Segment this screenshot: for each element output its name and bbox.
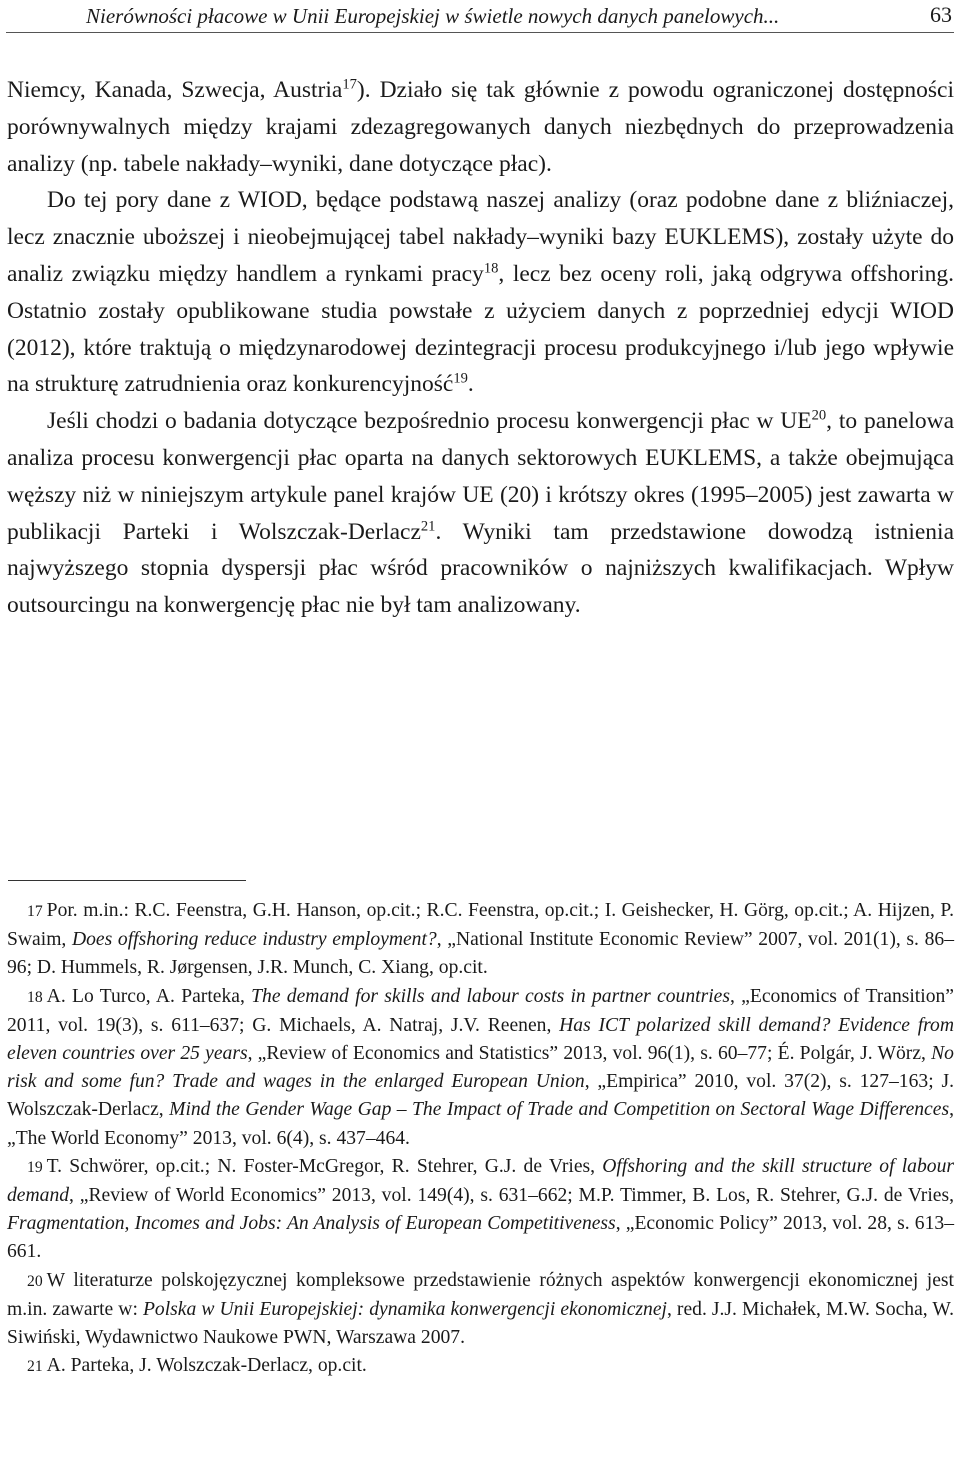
footnotes	[7, 897, 954, 1381]
footnote-number: 21	[27, 1358, 43, 1376]
text-span: T. Schwörer, op.cit.; N. Foster-McGregor, R. Stehrer, G.J. de Vries,	[46, 1155, 603, 1177]
text-span: , „Economic Policy” 2013, vol. 28, s. 613–661.	[7, 1213, 954, 1263]
text-span: A. Parteka, J. Wolszczak-Derlacz, op.cit.	[46, 1355, 367, 1377]
paragraph-1	[7, 72, 954, 182]
main-text	[7, 72, 954, 624]
work-title: Polska w Unii Europejskiej: dynamika konwergencji ekonomicznej	[142, 1298, 667, 1320]
text-span: . Wyniki tam przedstawione dowodzą istnienia najwyższego stopnia dyspersji płac wśród pracowników o najniższych kwalifikacjach. Wpływ outsourcingu na konwergencję płac nie był tam analizowany.	[7, 518, 954, 619]
footnote-number: 18	[27, 988, 43, 1006]
text-span: , „National Institute Economic Review” 2007, vol. 201(1), s. 86–96; D. Hummels, R. Jørgensen, J.R. Munch, C. Xiang, op.cit.	[7, 929, 954, 979]
text-span: Do tej pory dane z WIOD, będące podstawą naszej analizy (oraz podobne dane z bliźniaczej, lecz znacznie uboższej i nieobejmującej tabel nakłady–wyniki bazy EUKLEMS), zostały użyte do analiz związku między handlem a rynkami pracy	[7, 187, 954, 287]
text-span: A. Lo Turco, A. Parteka,	[46, 985, 252, 1007]
work-title: Mind the Gender Wage Gap – The Impact of Trade and Competition on Sectoral Wage Differences	[169, 1099, 950, 1121]
paragraph-3	[7, 403, 954, 624]
text-span: , red. J.J. Michałek, M.W. Socha, W. Siwiński, Wydawnictwo Naukowe PWN, Warszawa 2007.	[7, 1298, 954, 1349]
footnote-separator	[8, 880, 246, 881]
text-span: , to panelowa analiza procesu konwergencji płac oparta na danych sektorowych EUKLEMS, a także obejmująca węższy niż w niniejszym artykule panel krajów UE (20) i krótszy okres (1995–2005) jest zawarta w publikacji Parteki i Wolszczak-Derlacz	[7, 408, 954, 545]
text-span: Por. m.in.: R.C. Feenstra, G.H. Hanson, op.cit.; R.C. Feenstra, op.cit.; I. Geishecker, H. Görg, op.cit.; A. Hijzen, P. Swaim,	[7, 900, 954, 951]
text-span: ). Działo się tak głównie z powodu ograniczonej dostępności porównywalnych między krajami zdezagregowanych danych niezbędnych do przeprowadzenia analizy (np. tabele nakłady–wyniki, dane dotyczące płac).	[7, 77, 954, 177]
footnote-ref-17[interactable]: 17	[342, 76, 357, 93]
work-title: Does offshoring reduce industry employment?	[71, 929, 437, 951]
footnote-ref-19[interactable]: 19	[453, 370, 468, 387]
text-span: , „The World Economy” 2013, vol. 6(4), s. 437–464.	[7, 1099, 954, 1149]
work-title: Has ICT polarized skill demand? Evidence from eleven countries over 25 years	[7, 1014, 954, 1065]
work-title: Fragmentation, Incomes and Jobs: An Analysis of European Competitiveness	[7, 1213, 616, 1235]
text-span: , lecz bez oceny roli, jaką odgrywa offshoring. Ostatnio zostały opublikowane studia powstałe z użyciem danych z poprzedniej edycji WIOD (2012), które traktują o międzynarodowej dezintegracji procesu produkcyjnego i/lub jego wpływie na strukturę zatrudnienia oraz konkurencyjność	[7, 260, 954, 398]
footnote-ref-20[interactable]: 20	[811, 407, 827, 424]
text-span: , „Economics of Transition” 2011, vol. 19(3), s. 611–637; G. Michaels, A. Natraj, J.V. Reenen,	[7, 985, 954, 1036]
footnote-number: 17	[27, 903, 43, 920]
footnote-number: 19	[27, 1158, 43, 1176]
running-title: Nierówności płacowe w Unii Europejskiej w świetle nowych danych panelowych...	[86, 4, 780, 28]
footnote-ref-18[interactable]: 18	[483, 260, 499, 277]
footnote-21	[7, 1352, 954, 1381]
footnote-ref-21[interactable]: 21	[420, 517, 436, 534]
footnote-20	[7, 1267, 954, 1353]
page-number: 63	[930, 2, 952, 27]
text-span: , „Review of Economics and Statistics” 2013, vol. 96(1), s. 60–77; É. Polgár, J. Wörz,	[247, 1043, 932, 1065]
work-title: The demand for skills and labour costs in partner countries	[251, 985, 730, 1007]
footnote-19	[7, 1153, 954, 1267]
text-span: Niemcy, Kanada, Szwecja, Austria	[7, 77, 343, 103]
text-span: W literaturze polskojęzycznej kompleksowe przedstawienie różnych aspektów konwergencji ekonomicznej jest m.in. zawarte w:	[7, 1269, 954, 1320]
paragraph-2	[7, 182, 954, 403]
text-span: , „Empirica” 2010, vol. 37(2), s. 127–163; J. Wolszczak-Derlacz,	[7, 1071, 954, 1121]
footnote-17	[7, 897, 954, 983]
text-span: , „Review of World Economics” 2013, vol. 149(4), s. 631–662; M.P. Timmer, B. Los, R. Stehrer, G.J. de Vries,	[69, 1185, 954, 1207]
running-header	[6, 0, 954, 33]
footnote-18	[7, 983, 954, 1153]
footnote-number: 20	[27, 1272, 43, 1290]
work-title: Offshoring and the skill structure of labour demand	[7, 1155, 954, 1207]
text-span: Jeśli chodzi o badania dotyczące bezpośrednio procesu konwergencji płac w UE	[47, 408, 812, 435]
work-title: No risk and some fun? Trade and wages in the enlarged European Union	[7, 1043, 954, 1093]
text-span: .	[467, 371, 474, 398]
